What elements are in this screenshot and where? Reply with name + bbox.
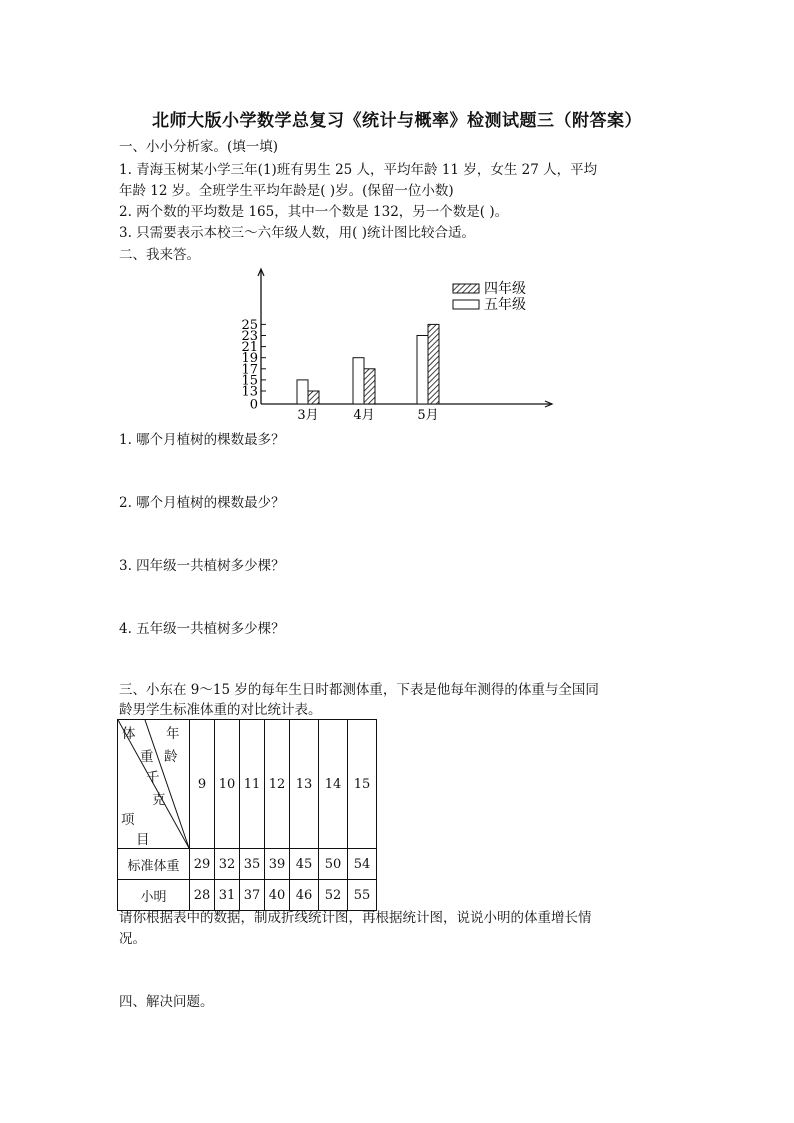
age-header-cell: 9 <box>190 720 215 849</box>
chart-question-4: 4. 五年级一共植树多少棵？ <box>119 621 285 637</box>
table-header-row <box>118 720 377 849</box>
x-tick-label: 3月 <box>297 408 319 423</box>
table-row <box>118 849 377 880</box>
section3-heading-line-1: 三、小东在 9～15 岁的每年生日时都测体重，下表是他每年测得的体重与全国同 <box>119 682 599 698</box>
corner-label: 年 <box>166 726 180 742</box>
table-corner-cell <box>118 720 190 849</box>
table-cell: 37 <box>240 880 265 911</box>
question-2: 2. 两个数的平均数是 165，其中一个数是 132，另一个数是( )。 <box>119 204 509 220</box>
legend-swatch <box>453 300 479 309</box>
page-title: 北师大版小学数学总复习《统计与概率》检测试题三（附答案） <box>152 111 642 131</box>
x-tick-label: 4月 <box>353 408 375 423</box>
bar-五年级-3月 <box>297 380 308 404</box>
instruction-line-1: 请你根据表中的数据，制成折线统计图，再根据统计图，说说小明的体重增长情 <box>119 910 592 926</box>
row-label: 标准体重 <box>118 849 190 880</box>
legend-label: 五年级 <box>484 297 526 313</box>
table-cell: 32 <box>215 849 240 880</box>
table-cell: 39 <box>265 849 290 880</box>
section3-heading-line-2: 龄男学生标准体重的对比统计表。 <box>119 702 322 718</box>
section1-heading: 一、小小分析家。(填一填) <box>119 139 279 155</box>
section2-heading: 二、我来答。 <box>119 247 200 263</box>
table-cell: 31 <box>215 880 240 911</box>
y-tick-label: 21 <box>241 340 258 356</box>
age-header-cell: 13 <box>290 720 319 849</box>
age-header-cell: 11 <box>240 720 265 849</box>
y-tick-label: 23 <box>241 329 258 344</box>
row-label: 小明 <box>118 880 190 911</box>
table-cell: 28 <box>190 880 215 911</box>
age-header-cell: 10 <box>215 720 240 849</box>
corner-label: 千 <box>146 770 160 786</box>
corner-label: 重 <box>140 749 154 765</box>
question-3: 3. 只需要表示本校三～六年级人数，用( )统计图比较合适。 <box>119 225 475 241</box>
y-tick-label: 13 <box>241 384 258 400</box>
bar-五年级-5月 <box>417 336 428 405</box>
table-cell: 35 <box>240 849 265 880</box>
table-cell: 45 <box>290 849 319 880</box>
chart-question-1: 1. 哪个月植树的棵数最多？ <box>119 432 285 448</box>
y-tick-label: 15 <box>241 373 258 389</box>
age-header-cell: 12 <box>265 720 290 849</box>
instruction-line-2: 况。 <box>119 931 146 947</box>
y-tick-label: 25 <box>241 317 258 333</box>
table-cell: 52 <box>319 880 348 911</box>
x-tick-label: 5月 <box>417 408 439 423</box>
section4-heading: 四、解决问题。 <box>119 994 214 1010</box>
bar-四年级-5月 <box>428 324 439 404</box>
table-cell: 46 <box>290 880 319 911</box>
tree-planting-bar-chart <box>234 266 560 424</box>
corner-label: 体 <box>122 726 136 742</box>
legend-label: 四年级 <box>484 281 526 297</box>
chart-question-3: 3. 四年级一共植树多少棵？ <box>119 558 285 574</box>
corner-label: 目 <box>136 832 150 848</box>
table-cell: 54 <box>348 849 377 880</box>
chart-question-2: 2. 哪个月植树的棵数最少？ <box>119 495 285 511</box>
question-1-line-2: 年龄 12 岁。全班学生平均年龄是( )岁。(保留一位小数) <box>119 183 454 199</box>
corner-label: 龄 <box>164 749 178 765</box>
legend-swatch <box>453 284 479 293</box>
age-header-cell: 15 <box>348 720 377 849</box>
bar-五年级-4月 <box>353 358 364 404</box>
table-cell: 40 <box>265 880 290 911</box>
table-cell: 50 <box>319 849 348 880</box>
bar-四年级-4月 <box>364 369 375 404</box>
y-tick-label: 17 <box>241 362 258 378</box>
table-cell: 55 <box>348 880 377 911</box>
bar-四年级-3月 <box>308 391 319 404</box>
table-row <box>118 880 377 911</box>
corner-label: 项 <box>121 812 135 828</box>
y-tick-label: 19 <box>241 351 258 367</box>
age-header-cell: 14 <box>319 720 348 849</box>
table-cell: 29 <box>190 849 215 880</box>
question-1-line-1: 1. 青海玉树某小学三年(1)班有男生 25 人，平均年龄 11 岁，女生 27 人，平均 <box>119 162 598 178</box>
y-tick-label: 0 <box>249 397 258 413</box>
weight-comparison-table <box>117 719 377 911</box>
corner-label: 克 <box>152 792 166 808</box>
